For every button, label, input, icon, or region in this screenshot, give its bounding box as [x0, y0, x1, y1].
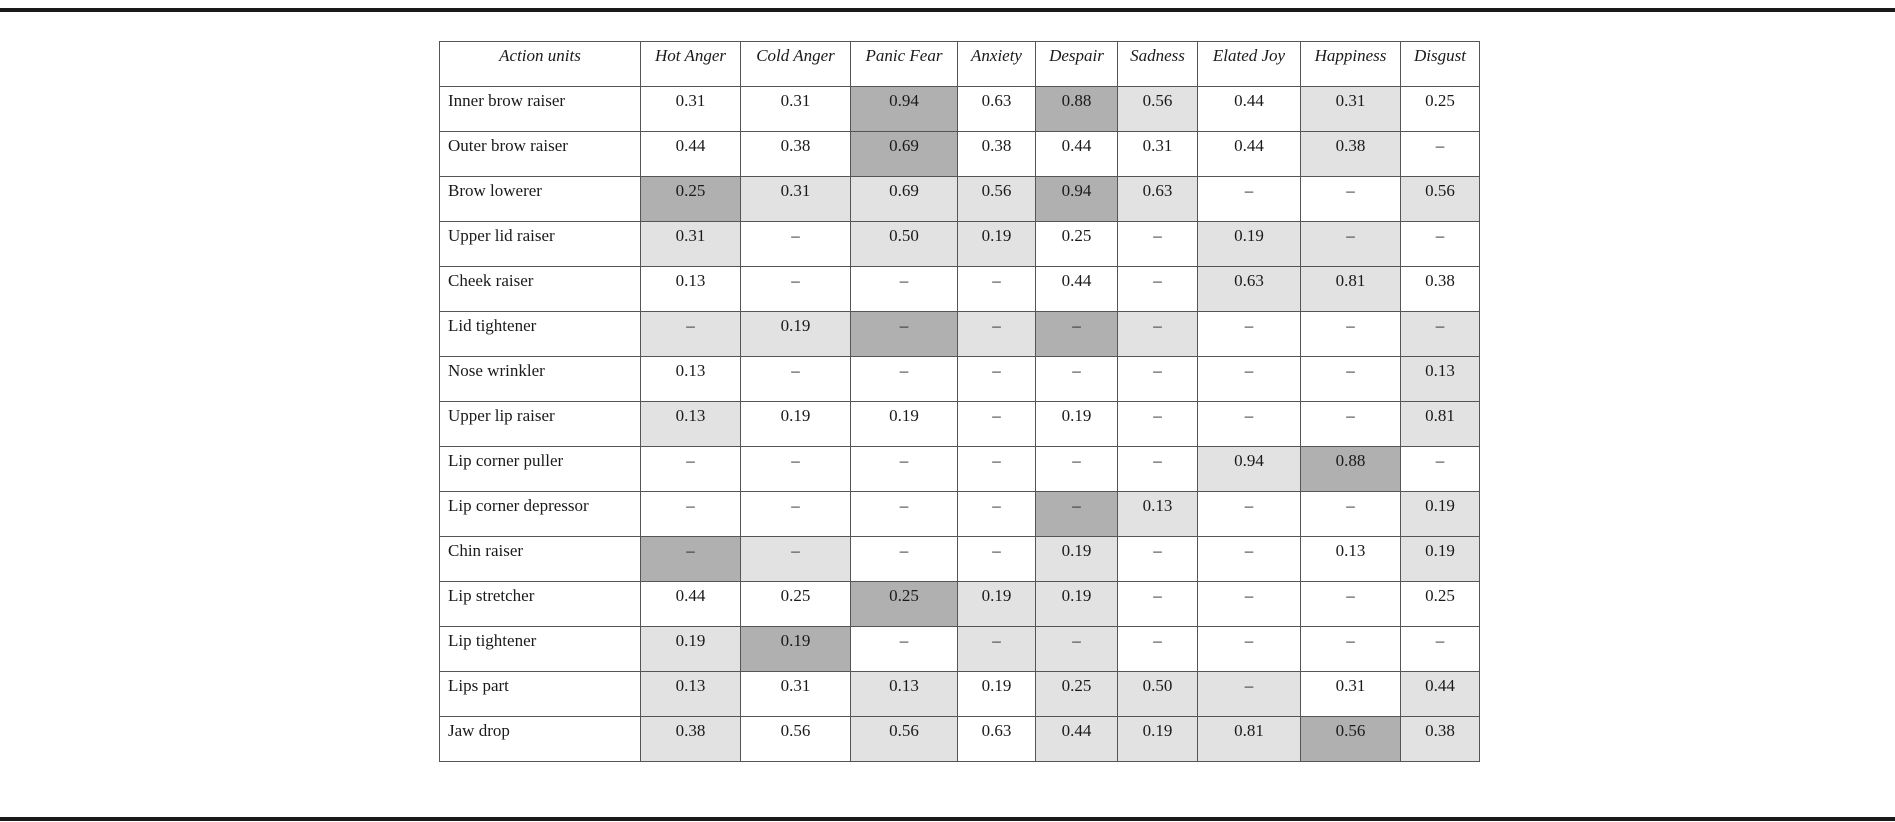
- table-cell: 0.13: [641, 267, 741, 312]
- row-label: Brow lowerer: [440, 177, 641, 222]
- table-cell: 0.31: [641, 222, 741, 267]
- table-cell: 0.38: [1301, 132, 1401, 177]
- table-cell: –: [741, 537, 851, 582]
- table-cell: 0.13: [641, 357, 741, 402]
- table-cell: –: [1301, 627, 1401, 672]
- table-cell: 0.31: [1301, 672, 1401, 717]
- table-cell: 0.19: [851, 402, 958, 447]
- row-label: Outer brow raiser: [440, 132, 641, 177]
- table-cell: 0.50: [851, 222, 958, 267]
- table-cell: –: [641, 537, 741, 582]
- column-header: Sadness: [1118, 42, 1198, 87]
- table-cell: 0.81: [1198, 717, 1301, 762]
- table-cell: –: [851, 267, 958, 312]
- table-cell: –: [1036, 447, 1118, 492]
- column-header: Happiness: [1301, 42, 1401, 87]
- row-label: Lip corner depressor: [440, 492, 641, 537]
- table-cell: –: [1118, 627, 1198, 672]
- table-cell: 0.94: [851, 87, 958, 132]
- table-cell: –: [1198, 582, 1301, 627]
- table-cell: 0.94: [1036, 177, 1118, 222]
- table-cell: 0.25: [641, 177, 741, 222]
- table-cell: 0.44: [641, 582, 741, 627]
- table-cell: 0.69: [851, 132, 958, 177]
- table-cell: 0.88: [1036, 87, 1118, 132]
- row-label: Chin raiser: [440, 537, 641, 582]
- table-cell: 0.38: [958, 132, 1036, 177]
- table-cell: 0.56: [1301, 717, 1401, 762]
- table-cell: 0.25: [1401, 582, 1480, 627]
- table-cell: –: [1036, 357, 1118, 402]
- table-cell: –: [741, 357, 851, 402]
- table-cell: 0.31: [1301, 87, 1401, 132]
- column-header: Disgust: [1401, 42, 1480, 87]
- table-cell: 0.13: [641, 672, 741, 717]
- table-cell: 0.25: [1401, 87, 1480, 132]
- table-cell: –: [1118, 222, 1198, 267]
- table-cell: 0.38: [1401, 717, 1480, 762]
- table-row: [440, 267, 1480, 312]
- table-row: [440, 717, 1480, 762]
- table-row: [440, 357, 1480, 402]
- column-header: Despair: [1036, 42, 1118, 87]
- table-cell: 0.56: [1118, 87, 1198, 132]
- table-cell: 0.19: [641, 627, 741, 672]
- table-cell: –: [958, 402, 1036, 447]
- table-cell: –: [1036, 627, 1118, 672]
- table-cell: 0.56: [1401, 177, 1480, 222]
- table-cell: 0.13: [851, 672, 958, 717]
- table-cell: –: [958, 627, 1036, 672]
- table-cell: 0.31: [741, 177, 851, 222]
- table-cell: –: [958, 267, 1036, 312]
- table-cell: –: [1036, 312, 1118, 357]
- table-row: [440, 312, 1480, 357]
- table-row: [440, 132, 1480, 177]
- column-header: Elated Joy: [1198, 42, 1301, 87]
- table-cell: –: [1401, 447, 1480, 492]
- table-cell: –: [1118, 582, 1198, 627]
- table-cell: 0.19: [1118, 717, 1198, 762]
- table-cell: 0.44: [1036, 267, 1118, 312]
- table-cell: –: [1036, 492, 1118, 537]
- table-cell: –: [1401, 312, 1480, 357]
- table-cell: 0.25: [1036, 672, 1118, 717]
- row-label: Upper lip raiser: [440, 402, 641, 447]
- table-cell: 0.44: [1036, 717, 1118, 762]
- table-header: [440, 42, 1480, 87]
- table-cell: –: [1118, 402, 1198, 447]
- table-cell: 0.19: [1036, 537, 1118, 582]
- column-header: Anxiety: [958, 42, 1036, 87]
- table-cell: 0.25: [1036, 222, 1118, 267]
- table-cell: –: [851, 627, 958, 672]
- table-cell: 0.19: [1401, 537, 1480, 582]
- column-header: Cold Anger: [741, 42, 851, 87]
- table-cell: 0.19: [741, 402, 851, 447]
- action-units-table: [439, 41, 1480, 762]
- table-cell: 0.19: [1198, 222, 1301, 267]
- table-cell: 0.56: [851, 717, 958, 762]
- table-row: [440, 492, 1480, 537]
- row-label: Upper lid raiser: [440, 222, 641, 267]
- table-cell: 0.38: [741, 132, 851, 177]
- table-cell: 0.19: [1036, 402, 1118, 447]
- table-cell: –: [851, 537, 958, 582]
- table-cell: 0.44: [1198, 87, 1301, 132]
- table-cell: 0.31: [741, 672, 851, 717]
- table-cell: 0.81: [1301, 267, 1401, 312]
- table-cell: –: [1301, 222, 1401, 267]
- table-row: [440, 672, 1480, 717]
- table-cell: –: [1401, 222, 1480, 267]
- table-cell: –: [851, 492, 958, 537]
- table-cell: –: [958, 537, 1036, 582]
- row-label: Lips part: [440, 672, 641, 717]
- bottom-rule: [0, 817, 1895, 821]
- table-cell: 0.69: [851, 177, 958, 222]
- table-cell: 0.31: [1118, 132, 1198, 177]
- table-cell: 0.56: [741, 717, 851, 762]
- row-label: Lip stretcher: [440, 582, 641, 627]
- table-body: [440, 87, 1480, 762]
- table-cell: –: [641, 312, 741, 357]
- table-cell: 0.38: [641, 717, 741, 762]
- table-cell: –: [1118, 537, 1198, 582]
- column-header: Panic Fear: [851, 42, 958, 87]
- row-label: Lip corner puller: [440, 447, 641, 492]
- table-cell: –: [958, 492, 1036, 537]
- table-cell: 0.63: [958, 87, 1036, 132]
- table-row: [440, 447, 1480, 492]
- table-cell: 0.19: [741, 312, 851, 357]
- table-cell: –: [641, 492, 741, 537]
- table-cell: 0.13: [1401, 357, 1480, 402]
- table-cell: 0.94: [1198, 447, 1301, 492]
- table-cell: –: [1301, 357, 1401, 402]
- table-cell: 0.88: [1301, 447, 1401, 492]
- table-cell: –: [1198, 177, 1301, 222]
- table-cell: –: [1118, 267, 1198, 312]
- table-cell: –: [1198, 312, 1301, 357]
- table-row: [440, 627, 1480, 672]
- table-cell: –: [1198, 402, 1301, 447]
- table-cell: 0.19: [1401, 492, 1480, 537]
- table-cell: 0.31: [741, 87, 851, 132]
- table-cell: 0.19: [958, 672, 1036, 717]
- table-cell: –: [741, 447, 851, 492]
- table-cell: 0.31: [641, 87, 741, 132]
- table-cell: 0.19: [958, 582, 1036, 627]
- table-cell: –: [1198, 492, 1301, 537]
- table-cell: 0.63: [958, 717, 1036, 762]
- table-cell: –: [1401, 132, 1480, 177]
- row-label: Jaw drop: [440, 717, 641, 762]
- table-row: [440, 222, 1480, 267]
- table-row: [440, 87, 1480, 132]
- table-cell: –: [1118, 312, 1198, 357]
- table-row: [440, 537, 1480, 582]
- table-cell: –: [851, 357, 958, 402]
- table-cell: –: [1401, 627, 1480, 672]
- table-cell: –: [1301, 402, 1401, 447]
- table-cell: 0.44: [641, 132, 741, 177]
- table-cell: 0.13: [1118, 492, 1198, 537]
- table-cell: 0.25: [851, 582, 958, 627]
- table-cell: –: [1301, 177, 1401, 222]
- table-cell: 0.19: [741, 627, 851, 672]
- table-cell: 0.38: [1401, 267, 1480, 312]
- table-cell: 0.44: [1036, 132, 1118, 177]
- table-cell: –: [1198, 627, 1301, 672]
- table-cell: –: [1198, 357, 1301, 402]
- row-label: Inner brow raiser: [440, 87, 641, 132]
- table-cell: –: [958, 447, 1036, 492]
- header-row: [440, 42, 1480, 87]
- row-label: Nose wrinkler: [440, 357, 641, 402]
- column-header: Hot Anger: [641, 42, 741, 87]
- table-cell: 0.63: [1198, 267, 1301, 312]
- table-cell: 0.25: [741, 582, 851, 627]
- table-row: [440, 177, 1480, 222]
- table-row: [440, 402, 1480, 447]
- row-label: Lip tightener: [440, 627, 641, 672]
- table-cell: 0.44: [1198, 132, 1301, 177]
- table-cell: 0.19: [1036, 582, 1118, 627]
- table-cell: 0.44: [1401, 672, 1480, 717]
- table-cell: –: [1301, 582, 1401, 627]
- table-cell: –: [851, 447, 958, 492]
- table-cell: 0.50: [1118, 672, 1198, 717]
- table-cell: –: [741, 267, 851, 312]
- top-rule: [0, 8, 1895, 12]
- table-cell: 0.63: [1118, 177, 1198, 222]
- table-cell: 0.56: [958, 177, 1036, 222]
- table-cell: –: [958, 312, 1036, 357]
- table-cell: –: [1198, 672, 1301, 717]
- table-cell: –: [741, 492, 851, 537]
- table-cell: –: [851, 312, 958, 357]
- table-cell: 0.13: [1301, 537, 1401, 582]
- table-cell: –: [641, 447, 741, 492]
- table-cell: –: [741, 222, 851, 267]
- table-cell: –: [958, 357, 1036, 402]
- table-cell: 0.81: [1401, 402, 1480, 447]
- table-cell: –: [1118, 447, 1198, 492]
- row-label: Cheek raiser: [440, 267, 641, 312]
- table-cell: 0.19: [958, 222, 1036, 267]
- table-cell: –: [1301, 312, 1401, 357]
- row-label: Lid tightener: [440, 312, 641, 357]
- table-cell: –: [1301, 492, 1401, 537]
- table-cell: 0.13: [641, 402, 741, 447]
- table-cell: –: [1118, 357, 1198, 402]
- table-row: [440, 582, 1480, 627]
- table-cell: –: [1198, 537, 1301, 582]
- column-header-action-units: Action units: [440, 42, 641, 87]
